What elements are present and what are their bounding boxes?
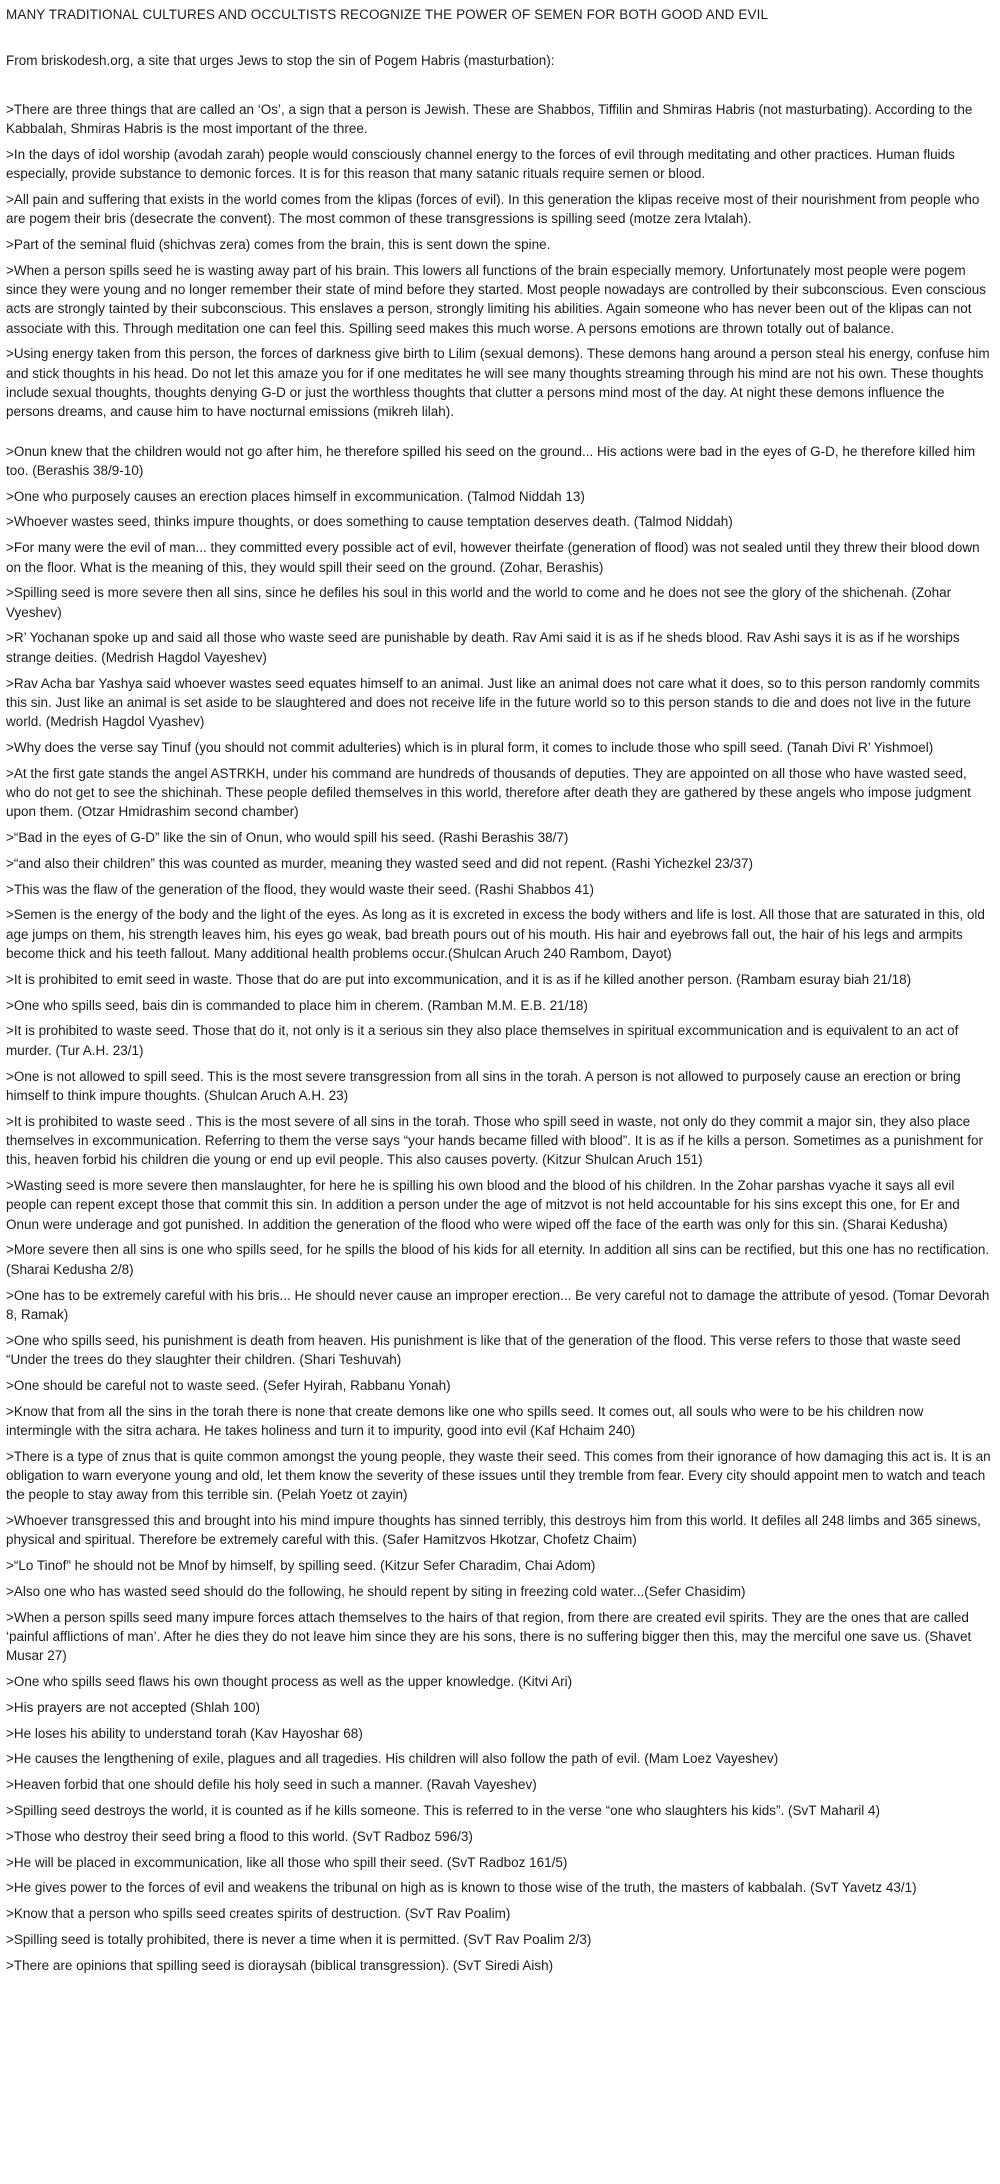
quote-paragraph: >All pain and suffering that exists in the world comes from the klipas (forces of evil). In this generation the klipas receive most of their nourishment from people who are pogem their bris (desecrate the convent). The most common of these transgressions is spilling seed (motze zera lvtalah). bbox=[6, 191, 980, 227]
quote-paragraph: >R’ Yochanan spoke up and said all those who waste seed are punishable by death. Rav Ami said it is as if he sheds blood. Rav Ashi says it is as if he worships strange deities. (Medrish Hagdol Vayeshev) bbox=[6, 630, 960, 665]
quote-paragraph: >In the days of idol worship (avodah zarah) people would consciously channel energy to the forces of evil through meditating and other practices. Human fluids especially, provide substance to demonic forces. It is for this reason that many satanic rituals require semen or blood. bbox=[6, 146, 955, 181]
quote-paragraph: >Spilling seed destroys the world, it is counted as if he kills someone. This is referred to in the verse “one who slaughters his kids”. (SvT Maharil 4) bbox=[6, 1803, 881, 1819]
quote-paragraph: >One who purposely causes an erection places himself in excommunication. (Talmod Niddah 13) bbox=[6, 488, 585, 504]
teachings-block bbox=[6, 100, 993, 422]
block-divider-gap bbox=[6, 422, 993, 442]
quote-paragraph: >“Lo Tinof” he should not be Mnof by himself, by spilling seed. (Kitzur Sefer Charadim, Chai Adom) bbox=[6, 1558, 596, 1574]
quote-paragraph: >One who spills seed, bais din is commanded to place him in cherem. (Ramban M.M. E.B. 21/18) bbox=[6, 997, 588, 1013]
quote-paragraph: >Onun knew that the children would not go after him, he therefore spilled his seed on the ground... His actions were bad in the eyes of G-D, he therefore killed him too. (Berashis 38/9-10) bbox=[6, 443, 976, 478]
quote-paragraph: >For many were the evil of man... they committed every possible act of evil, however theirfate (generation of flood) was not sealed until they threw their blood down on the floor. What is the meaning of this, they would spill their seed on the ground. (Zohar, Berashis) bbox=[6, 540, 980, 575]
quote-paragraph: >Heaven forbid that one should defile his holy seed in such a manner. (Ravah Vayeshev) bbox=[6, 1777, 537, 1793]
quote-paragraph: >He loses his ability to understand torah (Kav Hayoshar 68) bbox=[6, 1725, 363, 1741]
quote-paragraph: >When a person spills seed he is wasting away part of his brain. This lowers all functions of the brain especially memory. Unfortunately most people were pogem since they were young and no longer remember their state of mind before they started. Most people nowadays are controlled by their subconscious. Even conscious acts are strongly tainted by their subconscious. This enslaves a person, strongly limiting his abilities. Again someone who has never been out of the klipas can not associate with this. Through meditation one can feel this. Spilling seed makes this much worse. A persons emotions are thrown totally out of balance. bbox=[6, 262, 987, 336]
quote-paragraph: >His prayers are not accepted (Shlah 100) bbox=[6, 1699, 261, 1715]
quote-paragraph: >At the first gate stands the angel ASTRKH, under his command are hundreds of thousands of deputies. They are appointed on all those who have wasted seed, who do not get to see the shichinah. These people defiled themselves in this world, therefore after death they are gathered by these angels who impose judgment upon them. (Otzar Hmidrashim second chamber) bbox=[6, 765, 971, 820]
quote-paragraph: >“and also their children” this was counted as murder, meaning they wasted seed and did not repent. (Rashi Yichezkel 23/37) bbox=[6, 855, 754, 871]
quote-paragraph: >There is a type of znus that is quite common amongst the young people, they waste their seed. This comes from their ignorance of how damaging this act is. It is an obligation to warn everyone young and old, let them know the severity of these issues until they tremble from fear. Every city should appoint men to watch and teach the people to stay away from this terrible sin. (Pelah Yoetz ot zayin) bbox=[6, 1448, 991, 1503]
quote-paragraph: >Part of the seminal fluid (shichvas zera) comes from the brain, this is sent down the spine. bbox=[6, 236, 551, 252]
quote-paragraph: >Also one who has wasted seed should do the following, he should repent by siting in freezing cold water...(Sefer Chasidim) bbox=[6, 1583, 746, 1599]
quote-paragraph: >He causes the lengthening of exile, plagues and all tragedies. His children will also follow the path of evil. (Mam Loez Vayeshev) bbox=[6, 1751, 779, 1767]
quote-paragraph: >There are opinions that spilling seed is dioraysah (biblical transgression). (SvT Siredi Aish) bbox=[6, 1957, 554, 1973]
quote-paragraph: >It is prohibited to waste seed . This is the most severe of all sins in the torah. Those who spill seed in waste, not only do they commit a major sin, they also place themselves in excommunication. Referring to them the verse says “your hands became filled with blood”. It is as if he kills a person. Sometimes as a punishment for this, heaven forbid his children die young or end up evil people. This also causes poverty. (Kitzur Shulcan Aruch 151) bbox=[6, 1113, 983, 1168]
quote-paragraph: >He gives power to the forces of evil and weakens the tribunal on high as is known to those wise of the truth, the masters of kabbalah. (SvT Yavetz 43/1) bbox=[6, 1880, 917, 1896]
quote-paragraph: >It is prohibited to waste seed. Those that do it, not only is it a serious sin they also place themselves in spiritual excommunication and is equivalent to an act of murder. (Tur A.H. 23/1) bbox=[6, 1023, 959, 1058]
quote-paragraph: >Know that a person who spills seed creates spirits of destruction. (SvT Rav Poalim) bbox=[6, 1906, 511, 1922]
intro-line: From briskodesh.org, a site that urges Jews to stop the sin of Pogem Habris (masturbation): bbox=[6, 53, 555, 69]
quote-paragraph: >Whoever transgressed this and brought into his mind impure thoughts has sinned terribly, this destroys him from this world. It defiles all 248 limbs and 365 sinews, physical and spiritual. Therefore be extremely careful with this. (Safer Hamitzvos Hkotzar, Chofetz Chaim) bbox=[6, 1513, 981, 1548]
quote-paragraph: >“Bad in the eyes of G-D” like the sin of Onun, who would spill his seed. (Rashi Berashis 38/7) bbox=[6, 830, 569, 846]
quote-paragraph: >This was the flaw of the generation of the flood, they would waste their seed. (Rashi Shabbos 41) bbox=[6, 881, 594, 897]
quote-paragraph: >When a person spills seed many impure forces attach themselves to the hairs of that region, from there are created evil spirits. They are the ones that are called ‘painful afflictions of man’. After he dies they do not leave him since they are his sons, there is no suffering bigger then this, may the merciful one save us. (Shavet Musar 27) bbox=[6, 1609, 972, 1664]
quote-paragraph: >Whoever wastes seed, thinks impure thoughts, or does something to cause temptation deserves death. (Talmod Niddah) bbox=[6, 514, 733, 530]
quote-paragraph: >One who spills seed flaws his own thought process as well as the upper knowledge. (Kitvi Ari) bbox=[6, 1674, 573, 1690]
document-title: MANY TRADITIONAL CULTURES AND OCCULTISTS RECOGNIZE THE POWER OF SEMEN FOR BOTH GOOD AND EVIL bbox=[6, 7, 769, 22]
quote-paragraph: >Rav Acha bar Yashya said whoever wastes seed equates himself to an animal. Just like an animal does not care what it does, so to this person randomly commits this sin. Just like an animal is set aside to be slaughtered and does not receive life in the future world so to this person stands to die and does not live in the future world. (Medrish Hagdol Vyashev) bbox=[6, 675, 980, 730]
quote-paragraph: >Know that from all the sins in the torah there is none that create demons like one who spills seed. It comes out, all souls who were to be his children now intermingle with the sitra achara. He takes holiness and turn it to impurity, good into evil (Kaf Hchaim 240) bbox=[6, 1403, 924, 1438]
quote-paragraph: >Spilling seed is more severe then all sins, since he defiles his soul in this world and the world to come and he does not see the glory of the shichenah. (Zohar Vyeshev) bbox=[6, 585, 952, 620]
quote-paragraph: >Those who destroy their seed bring a flood to this world. (SvT Radboz 596/3) bbox=[6, 1828, 473, 1844]
quote-paragraph: >One is not allowed to spill seed. This is the most severe transgression from all sins in the torah. A person is not allowed to purposely cause an erection or bring himself to think impure thoughts. (Shulcan Aruch A.H. 23) bbox=[6, 1068, 961, 1103]
quote-paragraph: >Semen is the energy of the body and the light of the eyes. As long as it is excreted in excess the body withers and life is lost. All those that are saturated in this, old age jumps on them, his strength leaves him, his eyes go weak, bad breath pours out of his mouth. His hair and eyebrows fall out, the hair of his legs and armpits become thick and his teeth fallout. Many additional health problems occur.(Shulcan Aruch 240 Rambom, Dayot) bbox=[6, 907, 985, 962]
quote-paragraph: >One has to be extremely careful with his bris... He should never cause an improper erection... Be very careful not to damage the attribute of yesod. (Tomar Devorah 8, Ramak) bbox=[6, 1287, 990, 1322]
quote-paragraph: >One should be careful not to waste seed. (Sefer Hyirah, Rabbanu Yonah) bbox=[6, 1377, 451, 1393]
quote-paragraph: >Why does the verse say Tinuf (you should not commit adulteries) which is in plural form, it comes to include those who spill seed. (Tanah Divi R’ Yishmoel) bbox=[6, 739, 934, 755]
quote-paragraph: >There are three things that are called an ‘Os’, a sign that a person is Jewish. These are Shabbos, Tiffilin and Shmiras Habris (not masturbating). According to the Kabbalah, Shmiras Habris is the most important of the three. bbox=[6, 101, 973, 136]
quote-paragraph: >He will be placed in excommunication, like all those who spill their seed. (SvT Radboz 161/5) bbox=[6, 1854, 568, 1870]
quote-paragraph: >It is prohibited to emit seed in waste. Those that do are put into excommunication, and it is as if he killed another person. (Rambam esuray biah 21/18) bbox=[6, 971, 912, 987]
source-quotes-block bbox=[6, 442, 993, 1976]
quote-paragraph: >Spilling seed is totally prohibited, there is never a time when it is permitted. (SvT Rav Poalim 2/3) bbox=[6, 1932, 592, 1948]
quote-paragraph: >More severe then all sins is one who spills seed, for he spills the blood of his kids for all eternity. In addition all sins can be rectified, but this one has no rectification. (Sharai Kedusha 2/8) bbox=[6, 1242, 990, 1277]
quote-paragraph: >Using energy taken from this person, the forces of darkness give birth to Lilim (sexual demons). These demons hang around a person steal his energy, confuse him and stick thoughts in his head. Do not let this amaze you for if one meditates he will see many thoughts streaming through his mind are not his own. These thoughts include sexual thoughts, thoughts denying G-D or just the worthless thoughts that clutter a persons mind most of the day. At night these demons influence the persons dreams, and cause him to have nocturnal emissions (mikreh lilah). bbox=[6, 346, 990, 420]
quote-paragraph: >Wasting seed is more severe then manslaughter, for here he is spilling his own blood and the blood of his children. In the Zohar parshas vyache it says all evil people can repent except those that commit this sin. In addition a person under the age of mitzvot is not held accountable for his sins except this one, for Er and Onun were underage and got punished. In addition the generation of the flood who were wiped off the face of the earth was only for this sin. (Sharai Kedusha) bbox=[6, 1178, 960, 1232]
quote-paragraph: >One who spills seed, his punishment is death from heaven. His punishment is like that of the generation of the flood. This verse refers to those that waste seed “Under the trees do they slaughter their children. (Shari Teshuvah) bbox=[6, 1332, 961, 1367]
